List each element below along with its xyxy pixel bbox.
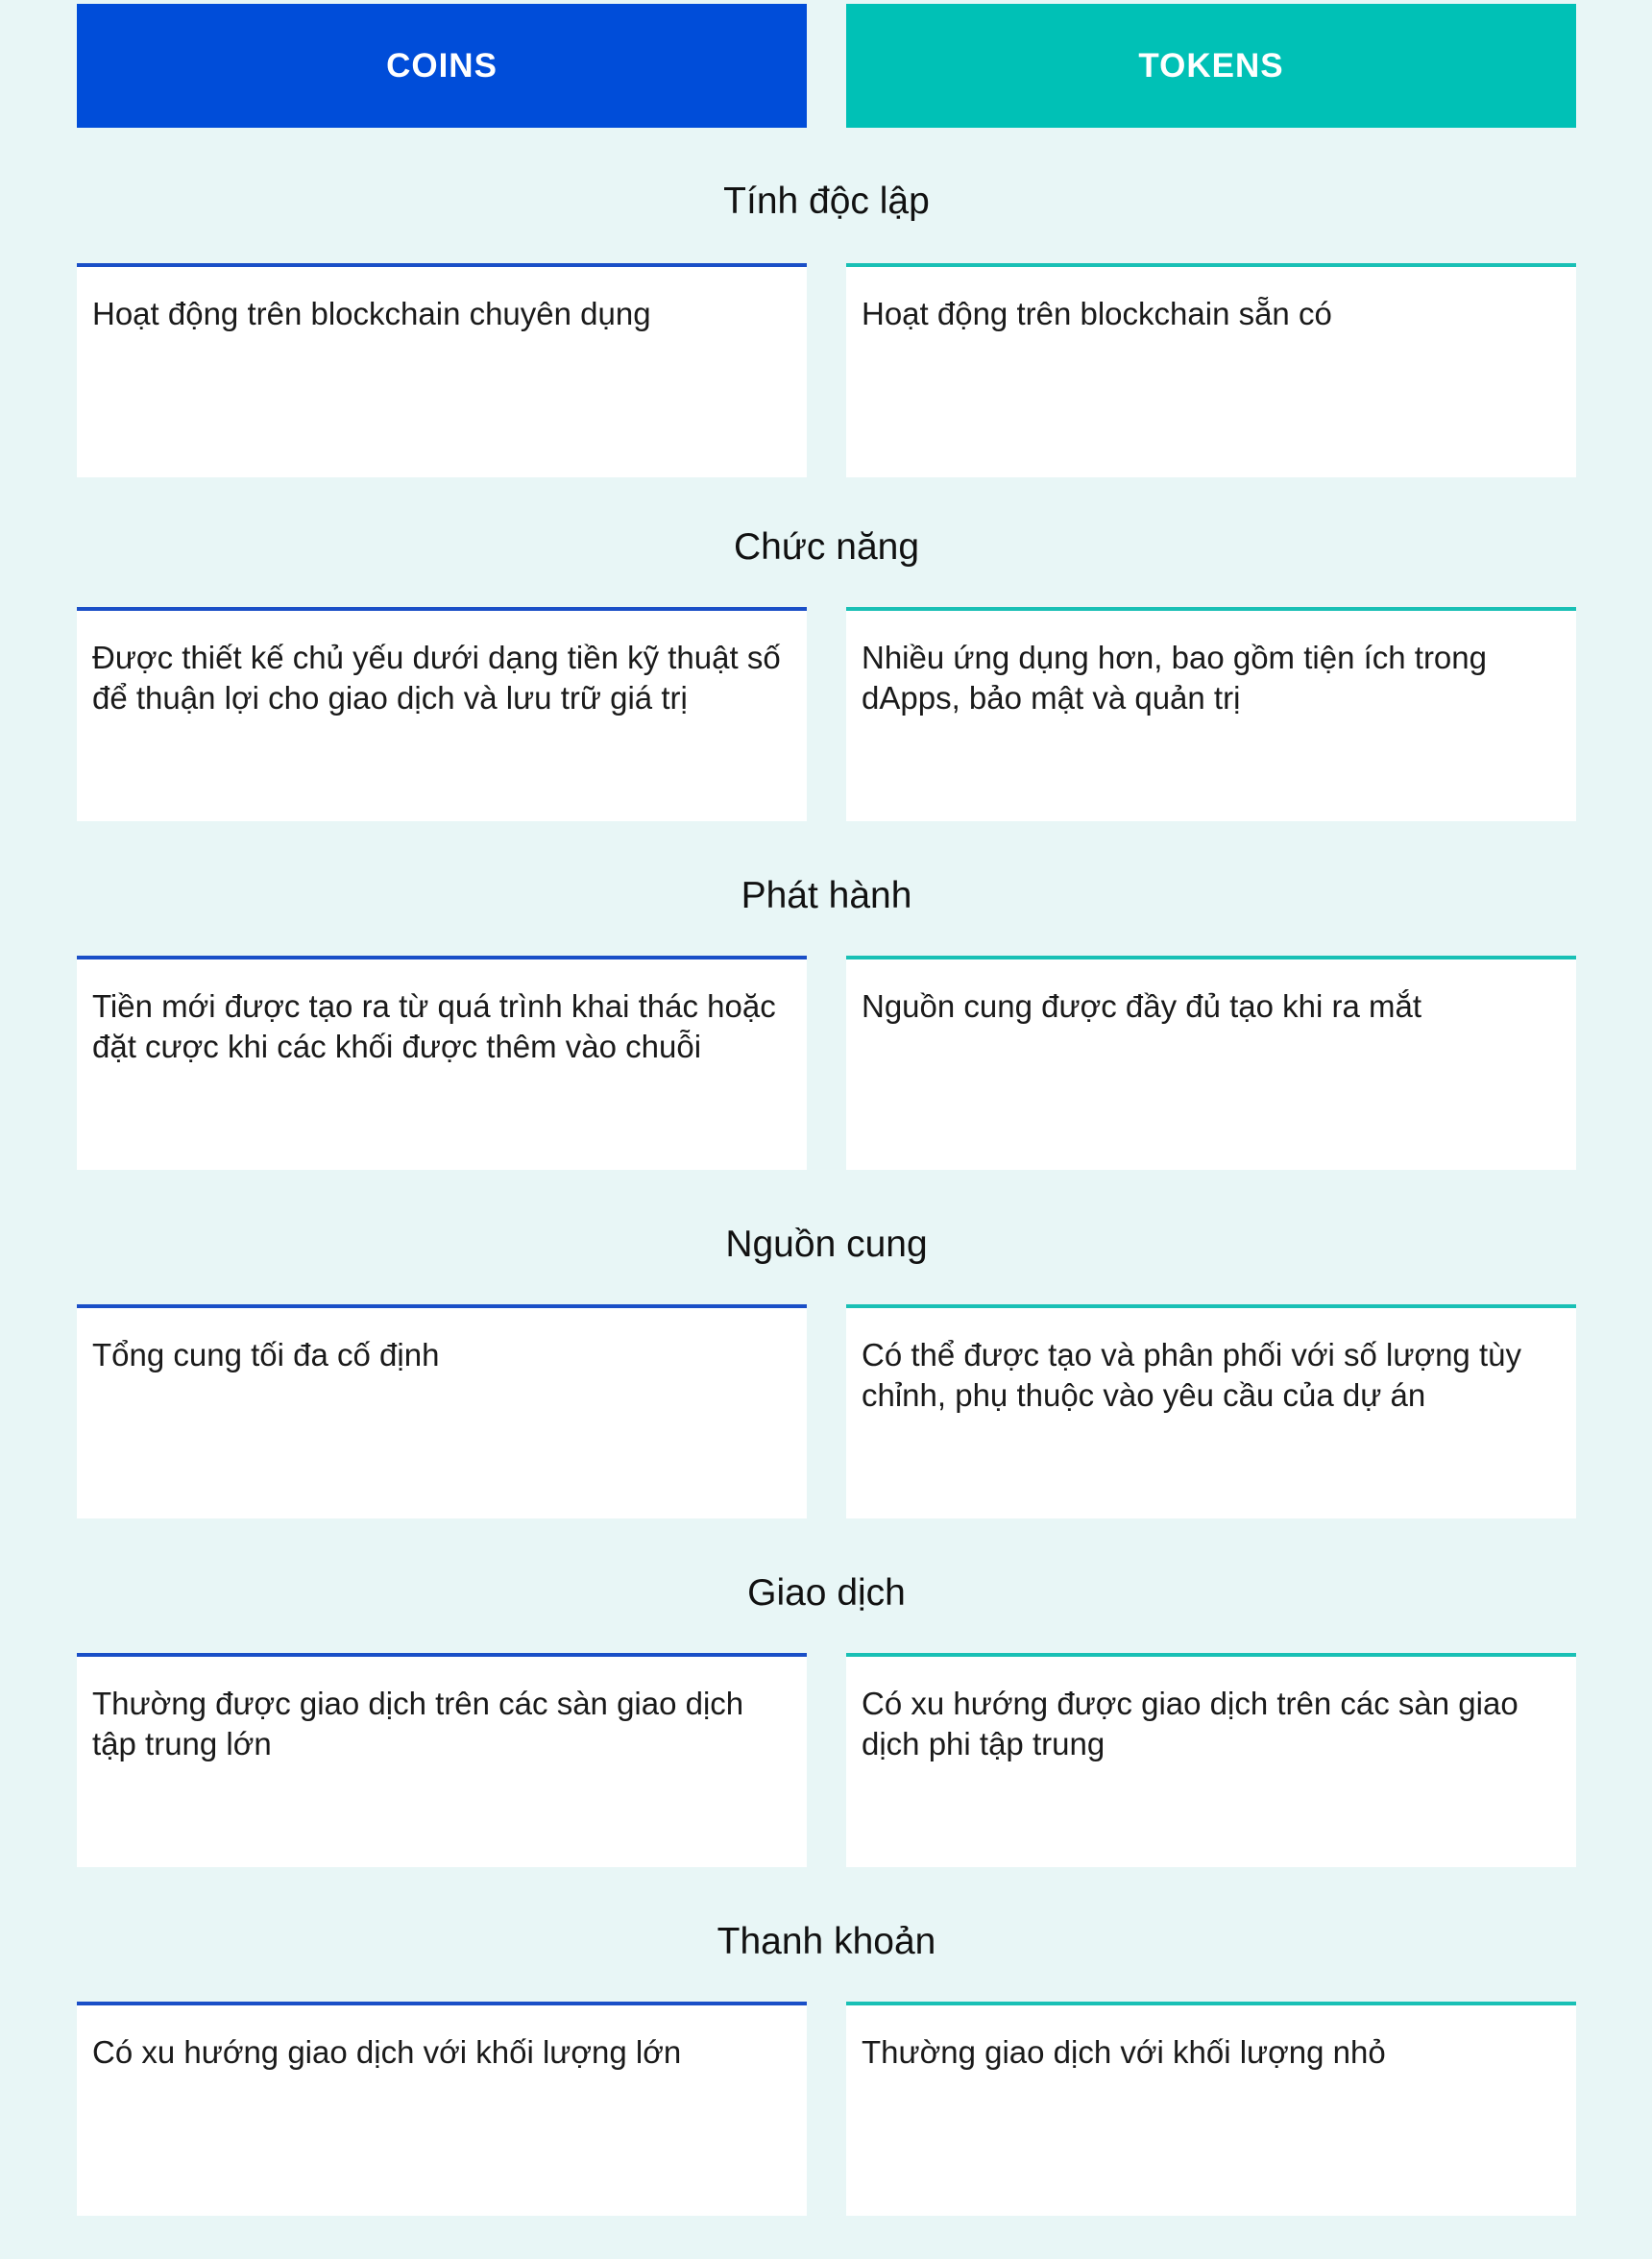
section-title: Giao dịch <box>747 1572 906 1614</box>
header-row <box>77 4 1576 128</box>
coin-card: Tổng cung tối đa cố định <box>77 1304 807 1518</box>
coins-header: COINS <box>77 4 807 128</box>
section-title: Nguồn cung <box>725 1224 928 1265</box>
token-card: Thường giao dịch với khối lượng nhỏ <box>846 2002 1576 2216</box>
token-card: Nhiều ứng dụng hơn, bao gồm tiện ích trong dApps, bảo mật và quản trị <box>846 607 1576 821</box>
comparison-table <box>77 4 1576 2220</box>
section-cards <box>77 263 1576 477</box>
token-card: Nguồn cung được đầy đủ tạo khi ra mắt <box>846 956 1576 1170</box>
tokens-header: TOKENS <box>846 4 1576 128</box>
section-liquidity <box>77 1871 1576 2220</box>
coin-card: Thường được giao dịch trên các sàn giao dịch tập trung lớn <box>77 1653 807 1867</box>
token-card: Có thể được tạo và phân phối với số lượng tùy chỉnh, phụ thuộc vào yêu cầu của dự án <box>846 1304 1576 1518</box>
coin-card: Tiền mới được tạo ra từ quá trình khai thác hoặc đặt cược khi các khối được thêm vào chuỗi <box>77 956 807 1170</box>
section-supply <box>77 1174 1576 1522</box>
section-independence <box>77 128 1576 476</box>
coin-card: Được thiết kế chủ yếu dưới dạng tiền kỹ thuật số để thuận lợi cho giao dịch và lưu trữ giá trị <box>77 607 807 821</box>
section-cards <box>77 956 1576 1170</box>
token-card: Có xu hướng được giao dịch trên các sàn giao dịch phi tập trung <box>846 1653 1576 1867</box>
section-issuance <box>77 825 1576 1174</box>
coin-card: Có xu hướng giao dịch với khối lượng lớn <box>77 2002 807 2216</box>
token-card: Hoạt động trên blockchain sẵn có <box>846 263 1576 477</box>
section-cards <box>77 607 1576 821</box>
coin-card: Hoạt động trên blockchain chuyên dụng <box>77 263 807 477</box>
section-title: Chức năng <box>733 526 920 568</box>
section-cards <box>77 1653 1576 1867</box>
section-function <box>77 476 1576 825</box>
section-cards <box>77 2002 1576 2216</box>
section-trading <box>77 1522 1576 1871</box>
section-title: Thanh khoản <box>717 1921 936 1962</box>
section-cards <box>77 1304 1576 1518</box>
section-title: Tính độc lập <box>723 180 930 222</box>
section-title: Phát hành <box>741 875 912 916</box>
